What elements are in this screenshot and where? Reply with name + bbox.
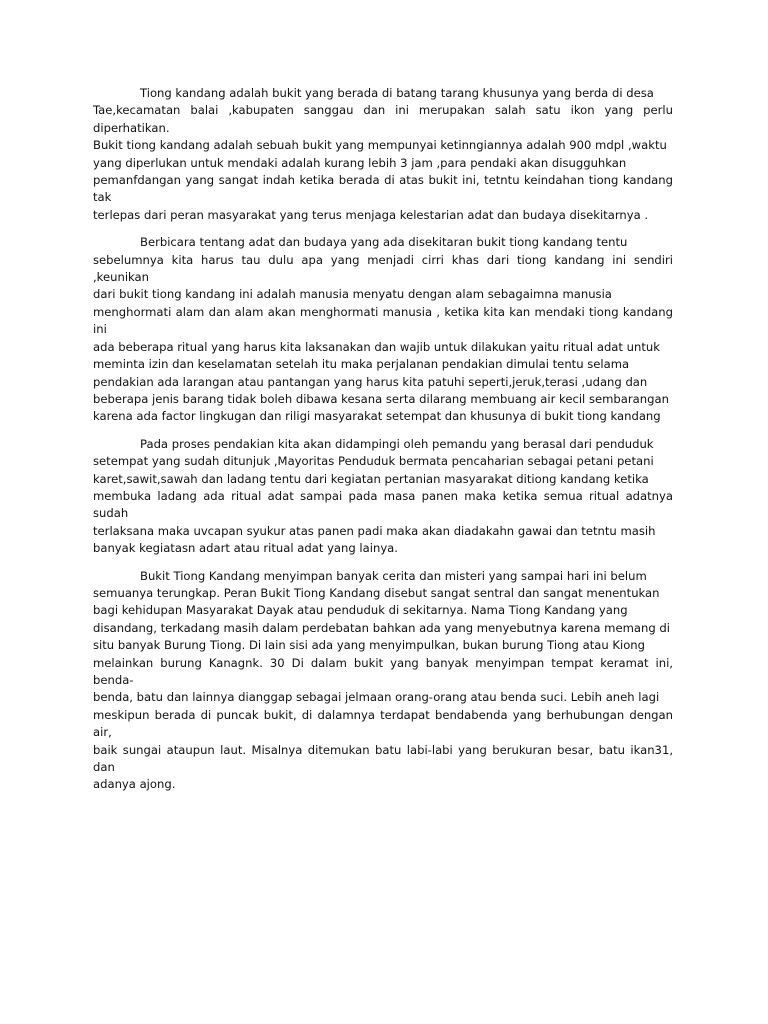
paragraph-4: Bukit Tiong Kandang menyimpan banyak cerita dan misteri yang sampai hari ini belum semuanya terungkap. Peran Bukit Tiong Kandang disebut sangat sentral dan sangat menentukan bagi kehidupan Masyarakat Dayak atau penduduk di sekitarnya. Nama Tiong Kandang yang disandang, terkadang masih dalam perdebatan bahkan ada yang menyebutnya karena memang di situ banyak Burung Tiong. Di lain sisi ada yang menyimpulkan, bukan burung Tiong atau Kiong melainkan burung Kanagnk. 30 Di dalam bukit yang banyak menyimpan tempat keramat ini, benda- benda, batu dan lainnya dianggap sebagai jelmaan orang-orang atau benda suci. Lebih aneh lagi meskipun berada di puncak bukit, di dalamnya terdapat bendabenda yang berhubungan dengan air, baik sungai ataupun laut. Misalnya ditemukan batu labi-labi yang berukuran besar, batu ikan31, dan adanya ajong.: [93, 568, 673, 792]
paragraph-2: Berbicara tentang adat dan budaya yang ada disekitaran bukit tiong kandang tentu sebelumnya kita harus tau dulu apa yang menjadi cirri khas dari tiong kandang ini sendiri ,keunikan dari bukit tiong kandang ini adalah manusia menyatu dengan alam sebagaimna manusia menghormati alam dan alam akan menghormati manusia , ketika kita kan mendaki tiong kandang ini ada beberapa ritual yang harus kita laksanakan dan wajib untuk dilakukan yaitu ritual adat untuk meminta izin dan keselamatan setelah itu maka perjalanan pendakian dimulai tentu selama pendakian ada larangan atau pantangan yang harus kita patuhi seperti,jeruk,terasi ,udang dan beberapa jenis barang tidak boleh dibawa kesana serta dilarang membuang air kecil sembarangan karena ada factor lingkugan dan riligi masyarakat setempat dan khusunya di bukit tiong kandang: [93, 235, 673, 424]
paragraph-1: Tiong kandang adalah bukit yang berada di batang tarang khusunya yang berda di desa Tae,kecamatan balai ,kabupaten sanggau dan ini merupakan salah satu ikon yang perlu diperhatikan. Bukit tiong kandang adalah sebuah bukit yang mempunyai ketinngiannya adalah 900 mdpl ,waktu yang diperlukan untuk mendaki adalah kurang lebih 3 jam ,para pendaki akan disugguhkan pemanfdangan yang sangat indah ketika berada di atas bukit ini, tetntu keindahan tiong kandang tak terlepas dari peran masyarakat yang terus menjaga kelestarian adat dan budaya disekitarnya .: [93, 86, 673, 222]
paragraph-3: Pada proses pendakian kita akan didampingi oleh pemandu yang berasal dari penduduk setempat yang sudah ditunjuk ,Mayoritas Penduduk bermata pencaharian sebagai petani petani karet,sawit,sawah dan ladang tentu dari kegiatan pertanian masyarakat ditiong kandang ketika membuka ladang ada ritual adat sampai pada masa panen maka ketika semua ritual adatnya sudah terlaksana maka uvcapan syukur atas panen padi maka akan diadakahn gawai dan tetntu masih banyak kegiatasn adart atau ritual adat yang lainya.: [93, 436, 673, 556]
document-body: [93, 85, 673, 804]
